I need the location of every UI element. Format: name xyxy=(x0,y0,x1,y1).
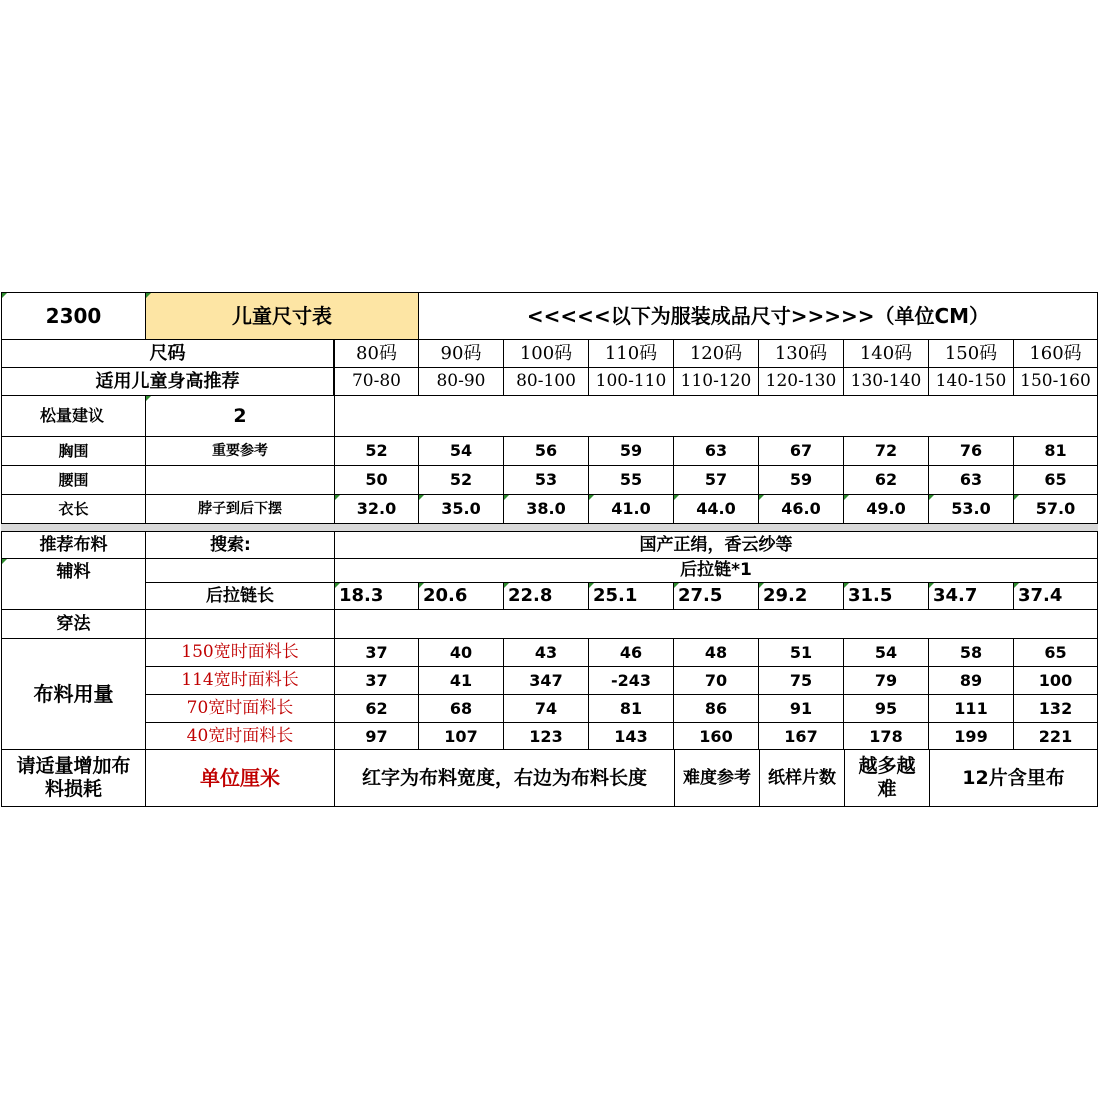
size-cell[interactable]: 120码 xyxy=(673,339,759,368)
chest-value-cell[interactable]: 76 xyxy=(928,436,1014,466)
fabric-length-value-cell[interactable]: 65 xyxy=(1013,638,1098,667)
waist-value-cell[interactable]: 50 xyxy=(334,465,419,495)
chest-value-cell[interactable]: 67 xyxy=(758,436,844,466)
fabric-length-value-cell[interactable]: 111 xyxy=(928,694,1014,723)
fabric-length-value-cell[interactable]: 46 xyxy=(588,638,674,667)
red-text-explain-cell[interactable]: 红字为布料宽度，右边为布料长度 xyxy=(334,749,675,807)
height-cell[interactable]: 80-100 xyxy=(503,367,589,396)
zipper-length-cell[interactable]: 25.1 xyxy=(588,582,674,610)
fabric-length-value-cell[interactable]: 68 xyxy=(418,694,504,723)
chart-title-cell[interactable]: 儿童尺寸表 xyxy=(145,292,419,340)
fabric-length-value-cell[interactable]: -243 xyxy=(588,666,674,695)
wear-value-cell[interactable] xyxy=(334,609,1098,639)
waist-value-cell[interactable]: 63 xyxy=(928,465,1014,495)
waist-value-cell[interactable]: 65 xyxy=(1013,465,1098,495)
fabric-search-label-cell[interactable]: 搜索: xyxy=(145,531,335,559)
fabric-length-value-cell[interactable]: 79 xyxy=(843,666,929,695)
size-cell[interactable]: 130码 xyxy=(758,339,844,368)
fabric-length-value-cell[interactable]: 100 xyxy=(1013,666,1098,695)
fabric-width-label-cell[interactable]: 114宽时面料长 xyxy=(145,666,335,695)
chest-value-cell[interactable]: 59 xyxy=(588,436,674,466)
zipper-length-cell[interactable]: 31.5 xyxy=(843,582,929,610)
fabric-length-value-cell[interactable]: 62 xyxy=(334,694,419,723)
fabric-width-label-cell[interactable]: 70宽时面料长 xyxy=(145,694,335,723)
waist-value-cell[interactable]: 57 xyxy=(673,465,759,495)
length-label-cell[interactable]: 衣长 xyxy=(1,494,146,524)
length-value-cell[interactable]: 35.0 xyxy=(418,494,504,524)
fabric-length-value-cell[interactable]: 40 xyxy=(418,638,504,667)
style-code-cell[interactable]: 2300 xyxy=(1,292,146,340)
waist-value-cell[interactable]: 55 xyxy=(588,465,674,495)
size-cell[interactable]: 150码 xyxy=(928,339,1014,368)
chest-value-cell[interactable]: 81 xyxy=(1013,436,1098,466)
fabric-length-value-cell[interactable]: 86 xyxy=(673,694,759,723)
size-cell[interactable]: 160码 xyxy=(1013,339,1098,368)
size-cell[interactable]: 90码 xyxy=(418,339,504,368)
fabric-length-value-cell[interactable]: 91 xyxy=(758,694,844,723)
waist-value-cell[interactable]: 52 xyxy=(418,465,504,495)
zipper-length-cell[interactable]: 18.3 xyxy=(334,582,419,610)
height-cell[interactable]: 80-90 xyxy=(418,367,504,396)
waist-note-cell[interactable] xyxy=(145,465,335,495)
pieces-cell[interactable]: 12片含里布 xyxy=(929,749,1098,807)
waist-value-cell[interactable]: 59 xyxy=(758,465,844,495)
fabric-label-cell[interactable]: 推荐布料 xyxy=(1,531,146,559)
fabric-length-value-cell[interactable]: 58 xyxy=(928,638,1014,667)
fabric-length-value-cell[interactable]: 132 xyxy=(1013,694,1098,723)
length-note-cell[interactable]: 脖子到后下摆 xyxy=(145,494,335,524)
height-cell[interactable]: 110-120 xyxy=(673,367,759,396)
fabric-length-value-cell[interactable]: 89 xyxy=(928,666,1014,695)
length-value-cell[interactable]: 53.0 xyxy=(928,494,1014,524)
fabric-width-label-cell[interactable]: 150宽时面料长 xyxy=(145,638,335,667)
fabric-length-value-cell[interactable]: 54 xyxy=(843,638,929,667)
height-cell[interactable]: 100-110 xyxy=(588,367,674,396)
size-cell[interactable]: 80码 xyxy=(334,339,419,368)
fabric-length-value-cell[interactable]: 95 xyxy=(843,694,929,723)
fabric-length-value-cell[interactable]: 74 xyxy=(503,694,589,723)
length-value-cell[interactable]: 46.0 xyxy=(758,494,844,524)
ease-blank-cell[interactable] xyxy=(334,395,1098,437)
zipper-length-cell[interactable]: 20.6 xyxy=(418,582,504,610)
accessory-label-cell[interactable]: 辅料 xyxy=(1,558,146,610)
height-cell[interactable]: 140-150 xyxy=(928,367,1014,396)
zipper-length-cell[interactable]: 22.8 xyxy=(503,582,589,610)
fabric-length-value-cell[interactable]: 37 xyxy=(334,638,419,667)
fabric-length-value-cell[interactable]: 143 xyxy=(588,722,674,751)
chest-value-cell[interactable]: 72 xyxy=(843,436,929,466)
length-value-cell[interactable]: 32.0 xyxy=(334,494,419,524)
more-harder-cell[interactable]: 越多越难 xyxy=(844,749,930,807)
fabric-length-value-cell[interactable]: 51 xyxy=(758,638,844,667)
zipper-length-cell[interactable]: 29.2 xyxy=(758,582,844,610)
waist-value-cell[interactable]: 62 xyxy=(843,465,929,495)
waist-label-cell[interactable]: 腰围 xyxy=(1,465,146,495)
pattern-count-label-cell[interactable]: 纸样片数 xyxy=(759,749,845,807)
chest-value-cell[interactable]: 54 xyxy=(418,436,504,466)
length-value-cell[interactable]: 38.0 xyxy=(503,494,589,524)
zipper-length-cell[interactable]: 37.4 xyxy=(1013,582,1098,610)
fabric-usage-label-cell[interactable]: 布料用量 xyxy=(1,638,146,750)
height-label-cell[interactable]: 适用儿童身高推荐 xyxy=(1,367,334,396)
size-cell[interactable]: 110码 xyxy=(588,339,674,368)
fabric-length-value-cell[interactable]: 221 xyxy=(1013,722,1098,751)
length-value-cell[interactable]: 49.0 xyxy=(843,494,929,524)
loss-note-cell[interactable]: 请适量增加布料损耗 xyxy=(1,749,146,807)
chest-value-cell[interactable]: 52 xyxy=(334,436,419,466)
chest-note-cell[interactable]: 重要参考 xyxy=(145,436,335,466)
fabric-length-value-cell[interactable]: 167 xyxy=(758,722,844,751)
fabric-length-value-cell[interactable]: 41 xyxy=(418,666,504,695)
fabric-width-label-cell[interactable]: 40宽时面料长 xyxy=(145,722,335,751)
zipper-length-cell[interactable]: 27.5 xyxy=(673,582,759,610)
chest-value-cell[interactable]: 56 xyxy=(503,436,589,466)
height-cell[interactable]: 130-140 xyxy=(843,367,929,396)
fabric-length-value-cell[interactable]: 347 xyxy=(503,666,589,695)
size-cell[interactable]: 100码 xyxy=(503,339,589,368)
chest-value-cell[interactable]: 63 xyxy=(673,436,759,466)
length-value-cell[interactable]: 41.0 xyxy=(588,494,674,524)
accessory-value-cell[interactable]: 后拉链*1 xyxy=(334,558,1098,583)
unit-note-cell[interactable]: 单位厘米 xyxy=(145,749,335,807)
fabric-length-value-cell[interactable]: 97 xyxy=(334,722,419,751)
waist-value-cell[interactable]: 53 xyxy=(503,465,589,495)
fabric-length-value-cell[interactable]: 43 xyxy=(503,638,589,667)
ease-value-cell[interactable]: 2 xyxy=(145,395,335,437)
wear-blank-cell[interactable] xyxy=(145,609,335,639)
ease-label-cell[interactable]: 松量建议 xyxy=(1,395,146,437)
fabric-length-value-cell[interactable]: 70 xyxy=(673,666,759,695)
fabric-length-value-cell[interactable]: 81 xyxy=(588,694,674,723)
zipper-label-cell[interactable]: 后拉链长 xyxy=(145,582,335,610)
chest-label-cell[interactable]: 胸围 xyxy=(1,436,146,466)
accessory-blank-cell[interactable] xyxy=(145,558,335,583)
height-cell[interactable]: 150-160 xyxy=(1013,367,1098,396)
height-cell[interactable]: 70-80 xyxy=(334,367,419,396)
difficulty-label-cell[interactable]: 难度参考 xyxy=(674,749,760,807)
fabric-length-value-cell[interactable]: 160 xyxy=(673,722,759,751)
fabric-length-value-cell[interactable]: 178 xyxy=(843,722,929,751)
height-cell[interactable]: 120-130 xyxy=(758,367,844,396)
fabric-value-cell[interactable]: 国产正绢，香云纱等 xyxy=(334,531,1098,559)
fabric-length-value-cell[interactable]: 107 xyxy=(418,722,504,751)
unit-subtitle-cell[interactable]: <<<<<以下为服装成品尺寸>>>>>（单位CM） xyxy=(418,292,1098,340)
zipper-length-cell[interactable]: 34.7 xyxy=(928,582,1014,610)
fabric-length-value-cell[interactable]: 37 xyxy=(334,666,419,695)
wear-label-cell[interactable]: 穿法 xyxy=(1,609,146,639)
length-value-cell[interactable]: 44.0 xyxy=(673,494,759,524)
fabric-length-value-cell[interactable]: 123 xyxy=(503,722,589,751)
fabric-length-value-cell[interactable]: 75 xyxy=(758,666,844,695)
size-cell[interactable]: 140码 xyxy=(843,339,929,368)
fabric-length-value-cell[interactable]: 48 xyxy=(673,638,759,667)
fabric-length-value-cell[interactable]: 199 xyxy=(928,722,1014,751)
length-value-cell[interactable]: 57.0 xyxy=(1013,494,1098,524)
size-label-cell[interactable]: 尺码 xyxy=(1,339,334,368)
size-chart-table xyxy=(1,292,1098,807)
